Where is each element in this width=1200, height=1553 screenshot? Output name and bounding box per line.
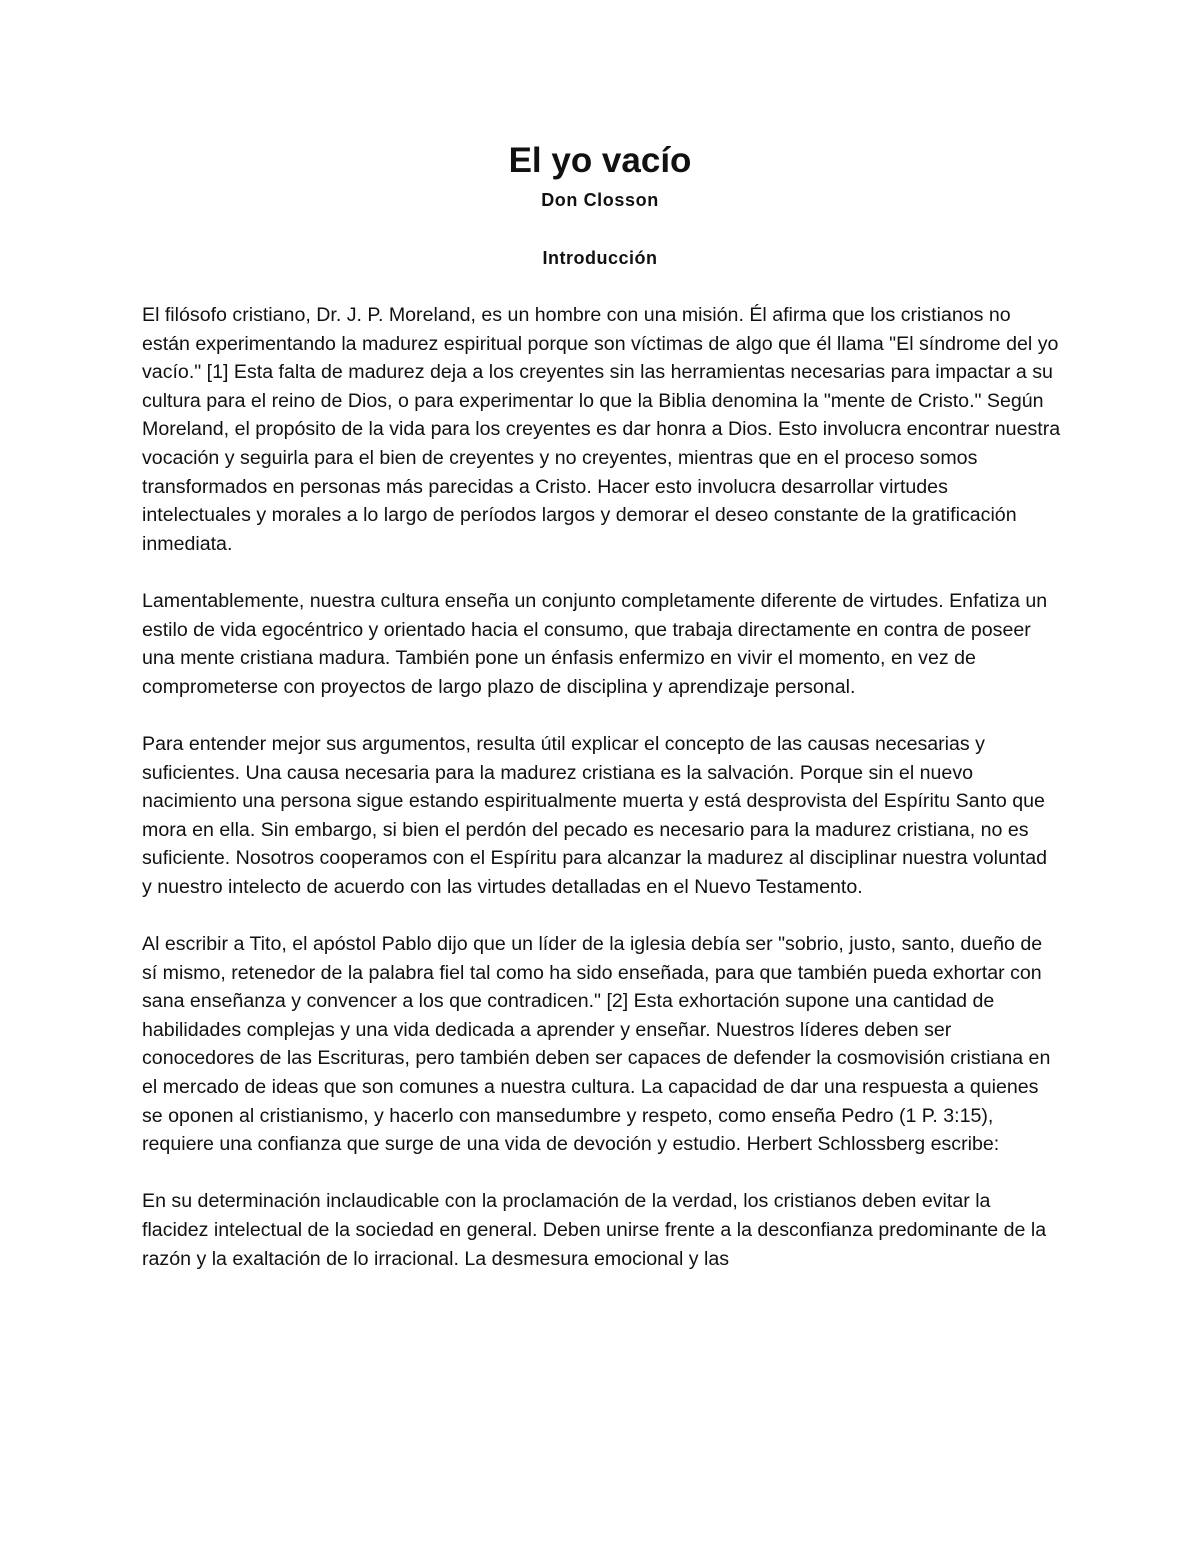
body-text	[142, 301, 1062, 1302]
author-name: Don Closson	[541, 190, 659, 210]
document-title: El yo vacío	[508, 141, 692, 180]
paragraph: Para entender mejor sus argumentos, resulta útil explicar el concepto de las causas necesarias y suficientes. Una causa necesaria para la madurez cristiana es la salvación. Porque sin el nuevo nacimiento una persona sigue estando espiritualmente muerta y está desprovista del Espíritu Santo que mora en ella. Sin embargo, si bien el perdón del pecado es necesario para la madurez cristiana, no es suficiente. Nosotros cooperamos con el Espíritu para alcanzar la madurez al disciplinar nuestra voluntad y nuestro intelecto de acuerdo con las virtudes detalladas en el Nuevo Testamento.	[142, 732, 1048, 898]
paragraph: Al escribir a Tito, el apóstol Pablo dijo que un líder de la iglesia debía ser "sobrio, justo, santo, dueño de sí mismo, retenedor de la palabra fiel tal como ha sido enseñada, para que también pueda exhortar con sana enseñanza y convencer a los que contradicen." [2] Esta exhortación supone una cantidad de habilidades complejas y una vida dedicada a aprender y enseñar. Nuestros líderes deben ser conocedores de las Escrituras, pero también deben ser capaces de defender la cosmovisión cristiana en el mercado de ideas que son comunes a nuestra cultura. La capacidad de dar una respuesta a quienes se oponen al cristianismo, y hacerlo con mansedumbre y respeto, como enseña Pedro (1 P. 3:15), requiere una confianza que surge de una vida de devoción y estudio. Herbert Schlossberg escribe:	[142, 933, 1051, 1156]
paragraph: En su determinación inclaudicable con la proclamación de la verdad, los cristianos deben evitar la flacidez intelectual de la sociedad en general. Deben unirse frente a la desconfianza predominante de la razón y la exaltación de lo irracional. La desmesura emocional y las	[142, 1190, 1047, 1270]
paragraph: El filósofo cristiano, Dr. J. P. Moreland, es un hombre con una misión. Él afirma que los cristianos no están experimentando la madurez espiritual porque son víctimas de algo que él llama "El síndrome del yo vacío." [1] Esta falta de madurez deja a los creyentes sin las herramientas necesarias para impactar a su cultura para el reino de Dios, o para experimentar lo que la Biblia denomina la "mente de Cristo." Según Moreland, el propósito de la vida para los creyentes es dar honra a Dios. Esto involucra encontrar nuestra vocación y seguirla para el bien de creyentes y no creyentes, mientras que en el proceso somos transformados en personas más parecidas a Cristo. Hacer esto involucra desarrollar virtudes intelectuales y morales a lo largo de períodos largos y demorar el deseo constante de la gratificación inmediata.	[142, 304, 1061, 555]
section-heading: Introducción	[542, 248, 658, 268]
paragraph: Lamentablemente, nuestra cultura enseña un conjunto completamente diferente de virtudes. Enfatiza un estilo de vida egocéntrico y orientado hacia el consumo, que trabaja directamente en contra de poseer una mente cristiana madura. También pone un énfasis enfermizo en vivir el momento, en vez de comprometerse con proyectos de largo plazo de disciplina y aprendizaje personal.	[142, 589, 1048, 698]
